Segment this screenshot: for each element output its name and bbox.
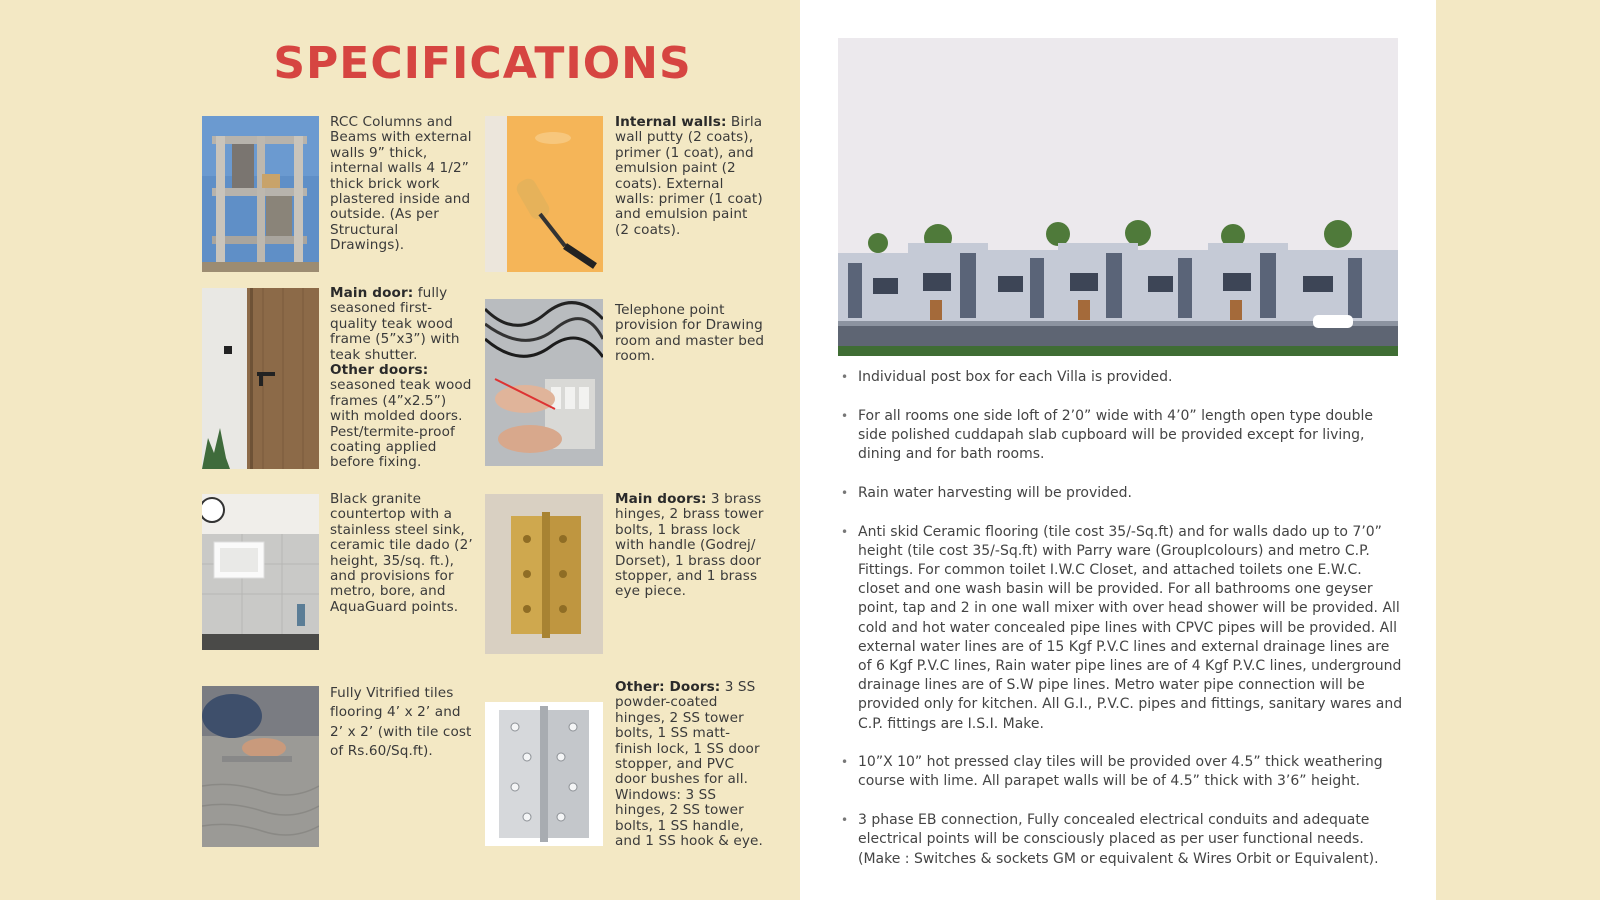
spec-doors-text1: fully seasoned first-quality teak wood frame (5”x3”) with teak shutter. <box>330 285 460 363</box>
villa-row-rendering <box>838 38 1398 356</box>
spec-walls <box>615 115 765 238</box>
spec-doors-label1: Main door: <box>330 285 414 301</box>
spec-bullet-list <box>838 368 1404 888</box>
spec-doors-text2: seasoned teak wood frames (4”x2.5”) with molded doors. Pest/termite-proof coating applied before fixing. <box>330 377 472 471</box>
spec-main-hardware <box>615 492 765 600</box>
list-item <box>838 407 1404 465</box>
bullet-marker: • <box>841 408 849 423</box>
bullet-text: 3 phase EB connection, Fully concealed electrical conduits and adequate electrical points will be consciously placed as per user functional needs. (Make : Switches & sockets GM or equivalent & Wires Orbit or Equivalent). <box>858 812 1379 867</box>
list-item <box>838 484 1404 503</box>
bullet-text: Rain water harvesting will be provided. <box>858 484 1132 501</box>
spec-other-hardware <box>615 680 765 849</box>
spec-other-hardware-label: Other: Doors: <box>615 679 721 695</box>
spec-doors-label2: Other doors: <box>330 362 429 379</box>
page-title: SPECIFICATIONS <box>273 38 692 89</box>
bullet-marker: • <box>841 370 849 384</box>
bullet-text: 10”X 10” hot pressed clay tiles will be provided over 4.5” thick weathering course with lime. All parapet walls will be of 4.5” thick with 3’6” height. <box>858 754 1383 790</box>
kitchen-shelf-photo <box>202 494 319 650</box>
list-item <box>838 811 1404 869</box>
list-item <box>838 753 1404 791</box>
bullet-marker: • <box>841 524 849 539</box>
bullet-text: For all rooms one side loft of 2’0” wide with 4’0” length open type double side polished cuddapah slab cupboard will be provided except for living, dining and for bath rooms. <box>858 407 1374 463</box>
bullet-marker: • <box>841 755 849 770</box>
spec-doors <box>330 286 475 471</box>
list-item <box>838 523 1404 734</box>
spec-main-hardware-text: 3 brass hinges, 2 brass tower bolts, 1 brass lock with handle (Godrej/ Dorset), 1 brass door stopper, and 1 brass eye piece. <box>615 491 764 600</box>
spec-walls-text: Birla wall putty (2 coats), primer (1 coat), and emulsion paint (2 coats). External walls: primer (1 coat) and emulsion paint (2 coats). <box>615 114 763 238</box>
spec-telephone: Telephone point provision for Drawing room and master bed room. <box>615 302 765 365</box>
bullet-marker: • <box>841 485 849 500</box>
tile-laying-photo <box>202 686 319 847</box>
spec-flooring: Fully Vitrified tiles flooring 4’ x 2’ and 2’ x 2’ (with tile cost of Rs.60/Sq.ft). <box>330 685 472 760</box>
spec-structure: RCC Columns and Beams with external walls 9” thick, internal walls 4 1/2” thick brick work plastered inside and outside. (As per Structural Drawings). <box>330 114 472 254</box>
spec-other-hardware-text: 3 SS powder-coated hinges, 2 SS tower bolts, 1 SS matt-finish lock, 1 SS door stopper, and PVC door bushes for all. Windows: 3 SS hinges, 2 SS tower bolts, 1 SS handle, and 1 SS hook & eye. <box>615 679 763 850</box>
construction-frame-photo <box>202 116 319 272</box>
bullet-marker: • <box>841 813 849 828</box>
wiring-panel-photo <box>485 299 603 466</box>
paint-roller-photo <box>485 116 603 272</box>
spec-kitchen: Black granite countertop with a stainless steel sink, ceramic tile dado (2’ height, 35/sq. ft.), and provisions for metro, bore, and AquaGuard points. <box>330 491 473 615</box>
right-strip <box>1436 0 1600 900</box>
spec-walls-label: Internal walls: <box>615 114 727 130</box>
wooden-door-photo <box>202 288 319 469</box>
spec-main-hardware-label: Main doors: <box>615 491 707 507</box>
brass-hinge-photo <box>485 494 603 654</box>
bullet-text: Individual post box for each Villa is provided. <box>858 369 1173 385</box>
list-item <box>838 368 1404 387</box>
bullet-text: Anti skid Ceramic flooring (tile cost 35/-Sq.ft) and for walls dado up to 7’0” height (tile cost 35/-Sq.ft) with Parry ware (Grouplcolours) and metro C.P. Fittings. For common toilet I.W.C Closet, and attached toilets one E.W.C. closet and one wash basin will be provided. For all bathrooms one geyser point, tap and 2 in one wall mixer with over head shower will be provided. All cold and hot water concealed pipe lines with CPVC pipes will be provided. All external water lines are of 15 Kgf P.V.C lines and external drainage lines are of 6 Kgf P.V.C lines, Rain water pipe lines are of 4 Kgf P.V.C lines, underground drainage lines are of S.W pipe lines. Metro water pipe connection will be provided only for kitchen. All G.I., P.V.C. pipes and fittings, sanitary wares and C.P. fittings are I.S.I. Make. <box>858 523 1403 732</box>
steel-hinge-photo <box>485 702 603 846</box>
